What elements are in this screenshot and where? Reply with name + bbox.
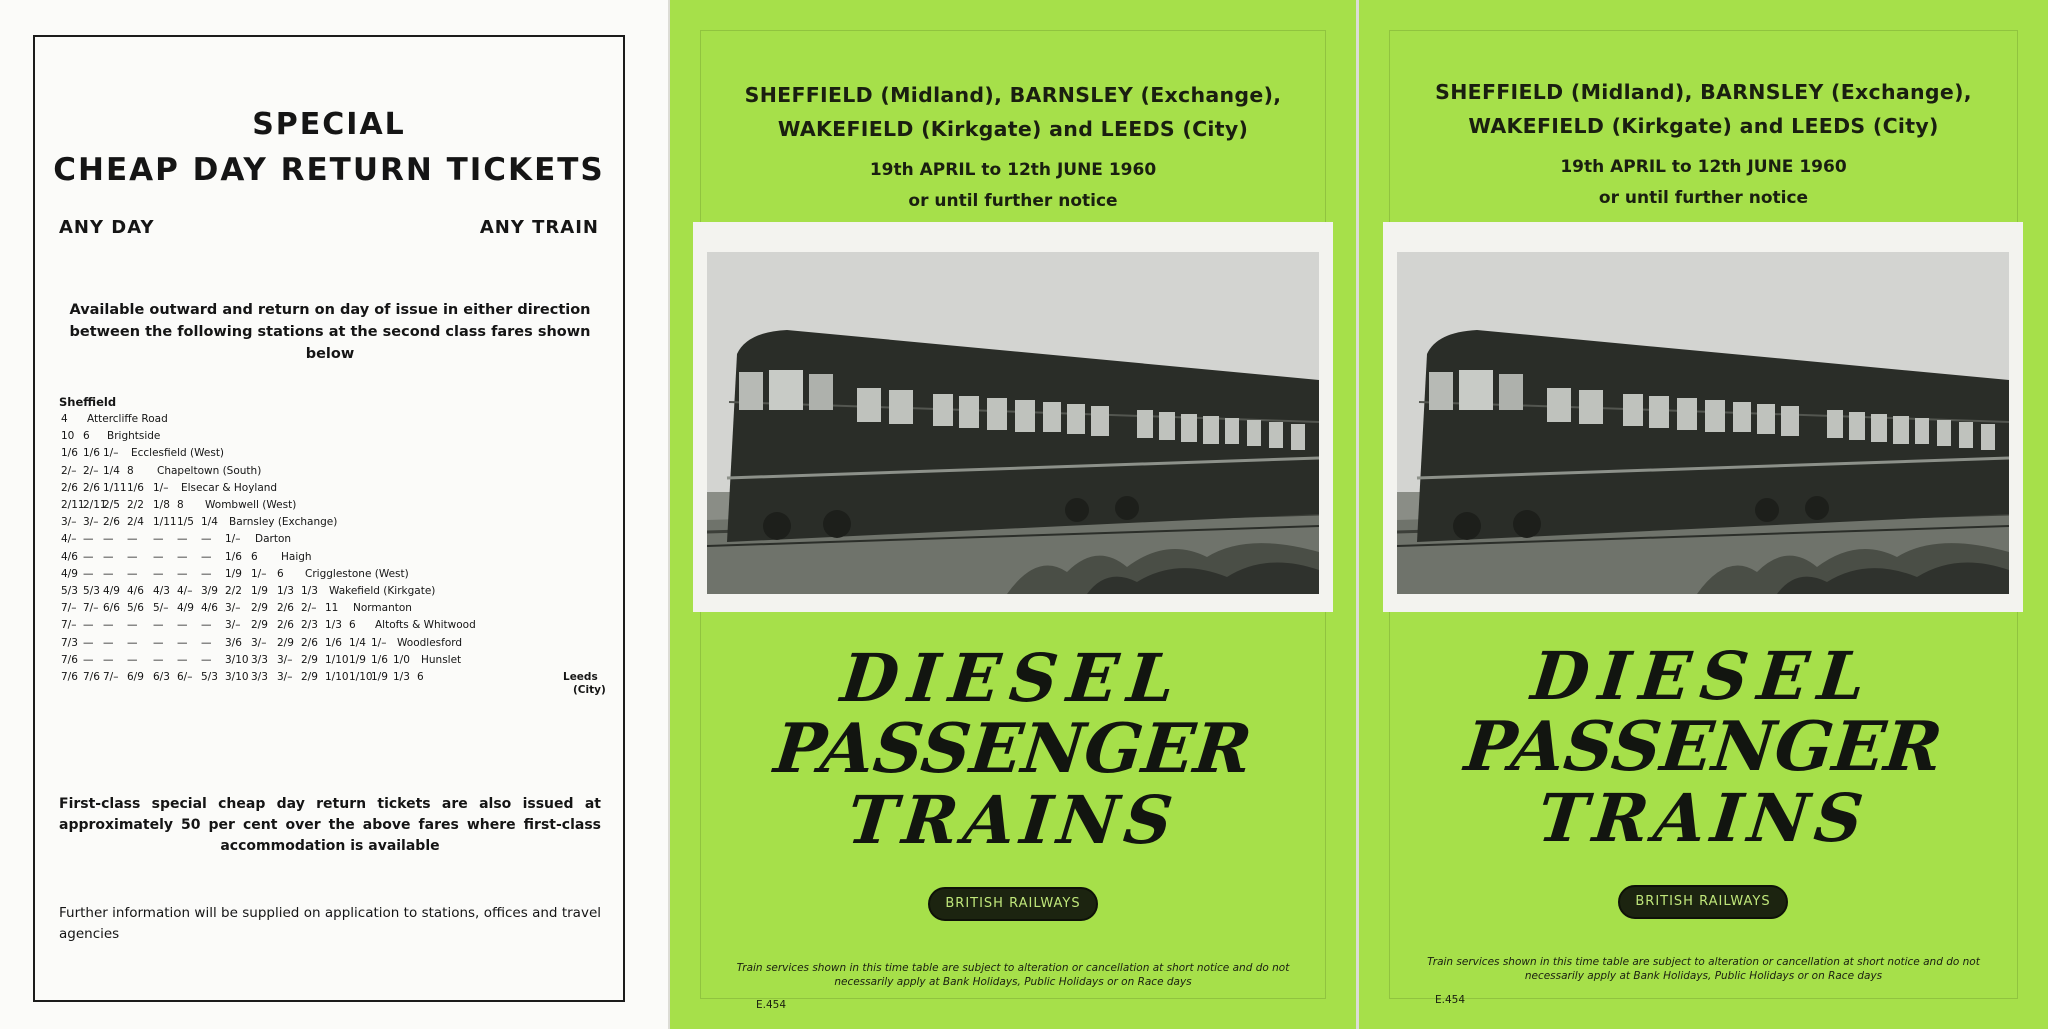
fare-cell: 2/6 (277, 602, 294, 615)
further-info-note: Further information will be supplied on application to stations, offices and travel agencies (59, 905, 601, 942)
fare-cell: 6 (349, 619, 356, 632)
fare-cell: — (201, 533, 212, 546)
fare-cell: 6 (417, 671, 424, 683)
fare-cell: — (201, 567, 212, 580)
fare-cell: 1/3 (277, 585, 294, 597)
fare-cell: 8 (177, 499, 184, 511)
fare-cell: 2/9 (251, 602, 268, 615)
fare-cell: 7/6 (61, 653, 78, 666)
fare-cell: 2/9 (301, 671, 318, 683)
fare-cell: — (103, 550, 114, 563)
fare-cell: 1/9 (349, 653, 366, 666)
fare-cell: 1/4 (103, 464, 120, 477)
heading-diesel: DIESEL (1527, 637, 1879, 715)
fare-cell: 1/0 (393, 653, 410, 666)
fare-cell: — (83, 653, 94, 666)
fare-station-name: Darton (255, 533, 292, 546)
british-railways-logo: BRITISH RAILWAYS (1618, 885, 1788, 919)
fare-station-name: Hunslet (421, 653, 462, 666)
fare-table (35, 413, 627, 743)
fare-cell: 1/11 (153, 516, 177, 529)
fare-cell: 1/9 (371, 671, 388, 683)
fare-cell: — (127, 619, 138, 632)
fare-cell: 3/– (83, 516, 99, 529)
fare-cell: 6/6 (103, 602, 120, 615)
fare-cell: 2/6 (277, 619, 294, 632)
fare-station-name: Haigh (281, 550, 312, 563)
service-disclaimer: Train services shown in this time table are subject to alteration or cancellation at short notice and do not necessarily apply at Bank Holidays, Public Holidays or on Race days (736, 962, 1290, 988)
fare-cell: — (127, 533, 138, 546)
fare-cell: 1/9 (251, 585, 268, 597)
notice-text: or until further notice (1598, 188, 1809, 208)
fare-cell: 7/3 (61, 636, 78, 649)
fare-cell: 2/11 (83, 499, 107, 511)
fare-cell: — (153, 653, 164, 666)
fare-cell: — (153, 619, 164, 632)
fare-cell: 1/– (153, 481, 169, 494)
fare-cell: 10 (61, 430, 75, 443)
any-train-label: ANY TRAIN (479, 217, 599, 238)
fare-station-name: Barnsley (Exchange) (229, 516, 338, 529)
fare-cell: 2/5 (103, 499, 120, 511)
fare-cell: 2/11 (61, 499, 85, 511)
fares-page (0, 0, 668, 1029)
fare-station-name: Leeds (563, 671, 598, 683)
fare-cell: 1/6 (83, 447, 100, 460)
fare-cell: 3/3 (251, 653, 268, 666)
fare-table-origin: Sheffield (59, 395, 117, 409)
cheap-day-return-title: CHEAP DAY RETURN TICKETS (53, 152, 605, 188)
fare-cell: 7/– (61, 602, 77, 615)
fare-cell: — (83, 533, 94, 546)
special-title: SPECIAL (252, 107, 406, 142)
fare-cell: 1/6 (371, 653, 388, 666)
fare-station-name: Wombwell (West) (205, 499, 297, 511)
route-line-1: SHEFFIELD (Midland), BARNSLEY (Exchange), (744, 83, 1282, 107)
fare-cell: 1/– (251, 567, 267, 580)
cover-page-right (1359, 0, 2048, 1029)
fare-cell: 2/– (83, 464, 99, 477)
fare-cell: 11 (325, 602, 339, 615)
form-code: E.454 (756, 999, 787, 1011)
fare-cell: 2/6 (301, 636, 318, 649)
train-photo-frame (1383, 222, 2023, 612)
fare-cell: 3/– (225, 619, 241, 632)
fare-cell: 3/– (251, 636, 267, 649)
fare-cell: 6/9 (127, 671, 144, 683)
fare-cell: 6 (83, 430, 90, 443)
fare-cell: — (201, 550, 212, 563)
fare-cell: 6/3 (153, 671, 170, 683)
fare-cell: 4/– (61, 533, 77, 546)
train-photo-frame (693, 222, 1333, 612)
fare-cell: 1/– (225, 533, 241, 546)
fare-cell: 3/– (277, 653, 293, 666)
fare-station-name: Crigglestone (West) (305, 567, 409, 580)
fare-cell: — (153, 550, 164, 563)
fare-cell: 2/9 (251, 619, 268, 632)
fare-cell: 4/6 (61, 550, 78, 563)
fare-cell: 2/9 (277, 636, 294, 649)
date-range: 19th APRIL to 12th JUNE 1960 (869, 160, 1157, 180)
heading-passenger: PASSENGER (1461, 707, 1946, 787)
fare-cell: 1/– (103, 447, 119, 460)
fare-cell: 1/6 (225, 550, 242, 563)
fare-cell: 4/6 (127, 585, 144, 597)
fare-cell: — (83, 567, 94, 580)
fare-cell: 1/3 (301, 585, 318, 597)
heading-passenger: PASSENGER (770, 709, 1256, 789)
notice-text: or until further notice (908, 191, 1118, 211)
fare-cell: 2/6 (61, 481, 78, 494)
fare-cell: — (177, 550, 188, 563)
fare-station-name: Altofts & Whitwood (375, 619, 476, 632)
fare-station-name: Attercliffe Road (87, 413, 168, 425)
fare-cell: 1/8 (153, 499, 170, 511)
fare-cell: 1/4 (349, 636, 366, 649)
fare-cell: — (127, 653, 138, 666)
availability-text: Available outward and return on day of issue in either direction between the following stations at the second class fares shown below (69, 302, 591, 362)
fare-cell: 2/2 (127, 499, 144, 511)
heading-diesel: DIESEL (837, 639, 1189, 717)
heading-trains: TRAINS (843, 781, 1183, 859)
fare-cell: 3/6 (225, 636, 242, 649)
service-disclaimer: Train services shown in this time table are subject to alteration or cancellation at short notice and do not necessarily apply at Bank Holidays, Public Holidays or on Race days (1427, 956, 1980, 982)
fare-cell: — (103, 653, 114, 666)
fare-cell: 7/6 (83, 671, 100, 683)
fare-cell: 4/3 (153, 585, 170, 597)
fare-cell: 2/2 (225, 585, 242, 597)
fare-cell: — (103, 636, 114, 649)
fare-cell: 3/3 (251, 671, 268, 683)
fare-cell: 5/3 (61, 585, 78, 597)
fare-cell: — (103, 619, 114, 632)
fares-page-border (33, 35, 625, 1002)
form-code: E.454 (1435, 994, 1466, 1006)
fare-cell: — (83, 550, 94, 563)
train-photo (1397, 252, 2009, 594)
fare-cell: 1/3 (325, 619, 342, 632)
british-railways-logo: BRITISH RAILWAYS (928, 887, 1098, 921)
fare-cell: — (201, 619, 212, 632)
fare-cell: 1/– (371, 636, 387, 649)
fare-cell: 7/6 (61, 671, 78, 683)
fare-cell: 3/10 (225, 653, 249, 666)
fare-cell: 1/4 (201, 516, 218, 529)
fare-cell: 7/– (61, 619, 77, 632)
fare-cell: 4/9 (61, 567, 78, 580)
heading-trains: TRAINS (1534, 779, 1873, 857)
fare-cell: — (127, 550, 138, 563)
fare-cell: 1/3 (393, 671, 410, 683)
fare-cell: — (103, 567, 114, 580)
fare-cell: — (177, 653, 188, 666)
fare-station-name: Woodlesford (397, 636, 463, 649)
fare-cell: — (177, 636, 188, 649)
fare-cell: 5/– (153, 602, 169, 615)
fare-station-name: Normanton (353, 602, 412, 615)
fare-cell: 1/10 (325, 653, 349, 666)
fare-cell: 6/– (177, 671, 193, 683)
fare-cell: 3/10 (225, 671, 249, 683)
fare-cell: 5/3 (83, 585, 100, 597)
fare-station-name: Wakefield (Kirkgate) (329, 585, 436, 597)
train-photo (707, 252, 1319, 594)
route-line-2: WAKEFIELD (Kirkgate) and LEEDS (City) (777, 117, 1249, 141)
fare-cell: 3/– (277, 671, 293, 683)
route-line-2: WAKEFIELD (Kirkgate) and LEEDS (City) (1468, 114, 1939, 138)
fare-cell: 1/10 (349, 671, 373, 683)
route-line-1: SHEFFIELD (Midland), BARNSLEY (Exchange), (1435, 80, 1972, 104)
fare-cell: 2/– (61, 464, 77, 477)
fare-cell: 2/– (301, 602, 317, 615)
fare-cell: 4 (61, 413, 68, 425)
fare-cell: 1/10 (325, 671, 349, 683)
fare-cell: — (83, 619, 94, 632)
fare-cell: 3/– (225, 602, 241, 615)
fare-cell: 1/11 (103, 481, 127, 494)
fare-station-name: Ecclesfield (West) (131, 447, 225, 460)
fare-cell: — (153, 567, 164, 580)
fare-cell: 7/– (103, 671, 119, 683)
cover-page-middle (670, 0, 1356, 1029)
fare-cell: 1/6 (61, 447, 78, 460)
fare-cell: — (83, 636, 94, 649)
fare-cell: 6 (251, 550, 258, 563)
fare-cell: 2/6 (83, 481, 100, 494)
date-range: 19th APRIL to 12th JUNE 1960 (1560, 157, 1847, 177)
leeds-city-suffix: (City) (573, 684, 606, 697)
any-day-label: ANY DAY (59, 217, 155, 238)
fare-cell: 5/6 (127, 602, 144, 615)
fare-cell: 4/9 (103, 585, 120, 597)
fare-cell: — (153, 636, 164, 649)
fare-cell: 2/9 (301, 653, 318, 666)
fare-cell: 4/6 (201, 602, 218, 615)
fare-cell: — (177, 567, 188, 580)
fare-cell: 2/4 (127, 516, 144, 529)
fare-cell: 1/6 (325, 636, 342, 649)
fare-cell: 8 (127, 464, 134, 477)
fare-cell: — (127, 567, 138, 580)
fare-station-name: Chapeltown (South) (157, 464, 262, 477)
fare-station-name: Brightside (107, 430, 161, 443)
first-class-note: First-class special cheap day return tickets are also issued at approximately 50 per cent over the above fares where first-class accommodation is available (59, 796, 601, 854)
fare-cell: 1/9 (225, 567, 242, 580)
fare-station-name: Elsecar & Hoyland (181, 481, 278, 494)
fare-cell: — (153, 533, 164, 546)
fare-cell: — (103, 533, 114, 546)
fare-cell: 5/3 (201, 671, 218, 683)
fare-cell: 1/5 (177, 516, 194, 529)
fare-cell: — (177, 533, 188, 546)
fare-cell: 7/– (83, 602, 99, 615)
fare-cell: 2/3 (301, 619, 318, 632)
fare-cell: 3/– (61, 516, 77, 529)
fare-cell: — (201, 636, 212, 649)
fare-cell: — (201, 653, 212, 666)
fare-cell: — (127, 636, 138, 649)
fare-cell: 4/9 (177, 602, 194, 615)
fare-cell: 1/6 (127, 481, 144, 494)
fare-cell: — (177, 619, 188, 632)
fare-cell: 3/9 (201, 585, 218, 597)
fare-cell: 2/6 (103, 516, 120, 529)
fare-cell: 4/– (177, 585, 193, 597)
fare-cell: 6 (277, 567, 284, 580)
